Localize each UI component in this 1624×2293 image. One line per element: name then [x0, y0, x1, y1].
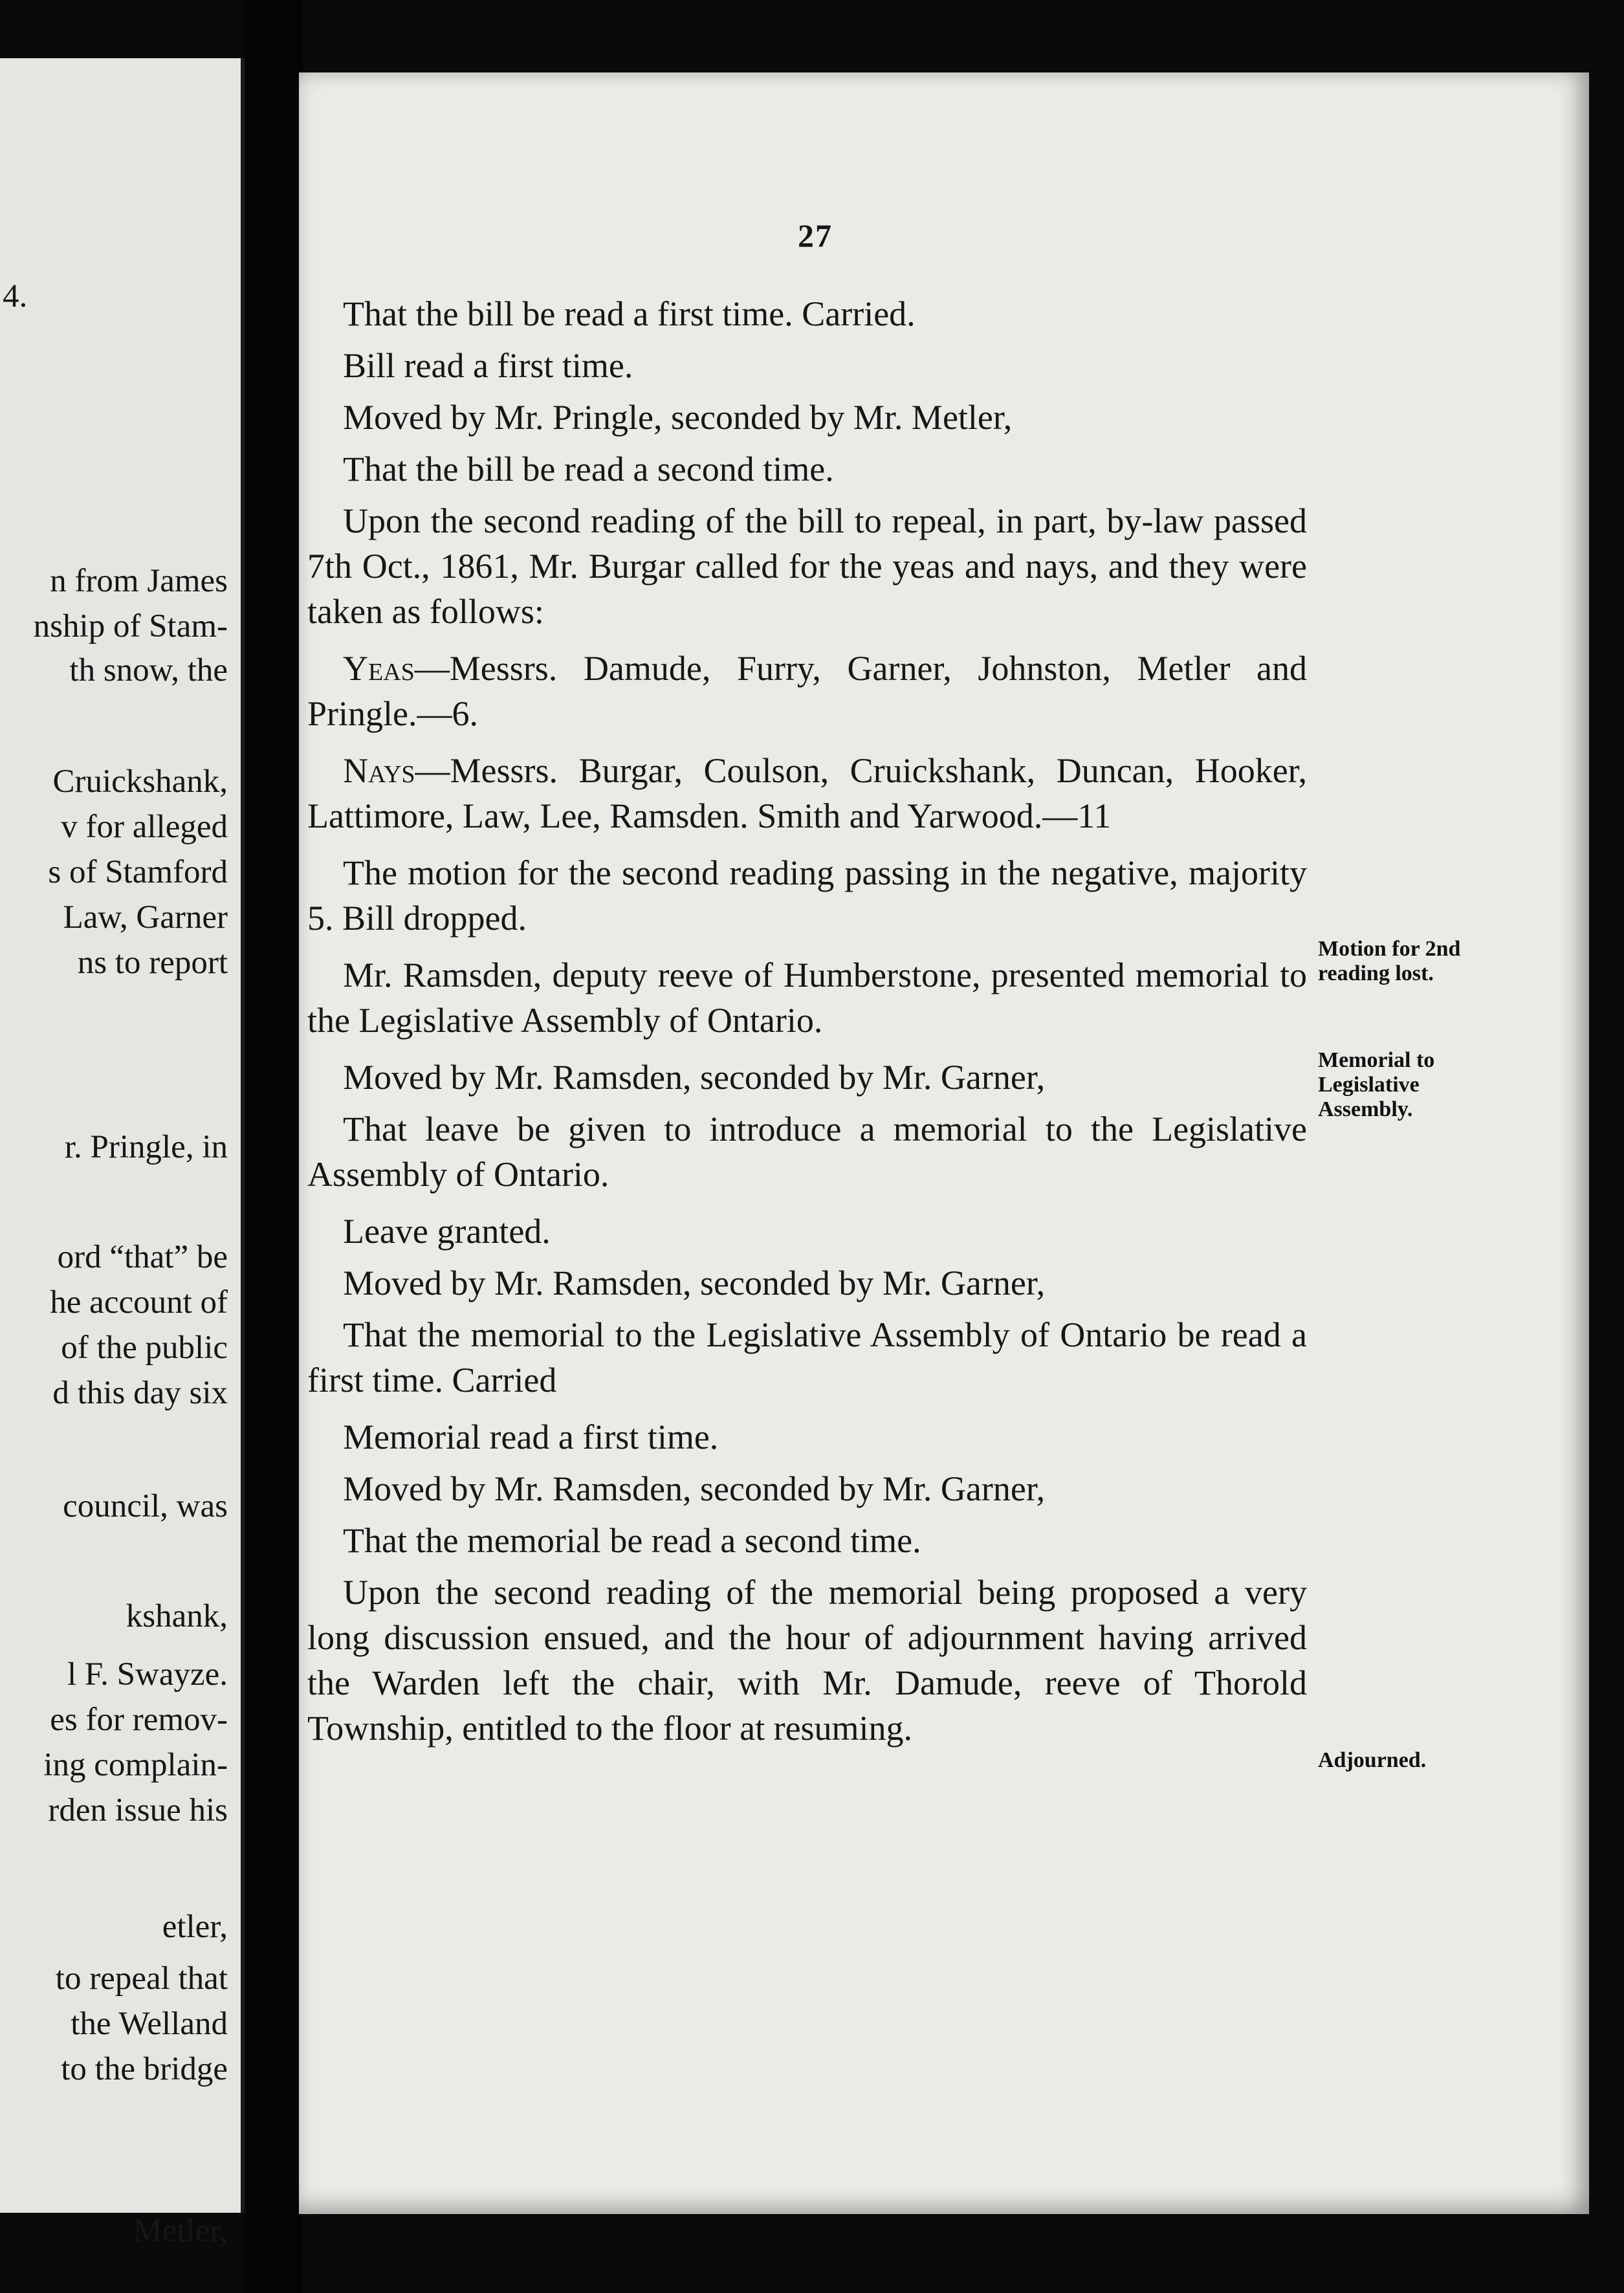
paragraph-bill-read-first: Bill read a first time.: [343, 346, 633, 385]
previous-page-line: kshank,: [126, 1598, 228, 1634]
paragraph-motion-lost: The motion for the second reading passing in the negative, majority 5. Bill dropped.: [307, 853, 1307, 938]
previous-page-line: n from James: [50, 563, 228, 599]
previous-page-line: r. Pringle, in: [64, 1129, 228, 1165]
paragraph-adjournment: Upon the second reading of the memorial being proposed a very long discussion ensued, and the hour of adjournment having arrived the Warden left the chair, with Mr. Damude, reeve of Thorold Township, entitled to the floor at resuming.: [307, 1573, 1307, 1748]
previous-page-line: ns to report: [77, 945, 228, 981]
previous-page-line: es for remov-: [50, 1702, 228, 1738]
previous-page-line: the Welland: [71, 2006, 228, 2042]
paragraph-memorial-first-reading: That the memorial to the Legislative Assembly of Ontario be read a first time. Carried: [307, 1315, 1307, 1399]
previous-page-line: Metler,: [133, 2213, 228, 2249]
previous-page-line: nship of Stam-: [33, 608, 228, 644]
previous-page-line: etler,: [162, 1909, 228, 1945]
yeas-label: Yeas: [343, 649, 415, 688]
book-gutter: [245, 0, 303, 2293]
previous-page-line: d this day six: [52, 1375, 228, 1411]
yeas-list: —Messrs. Damude, Furry, Garner, Johnston, Metler and Pringle.—6.: [307, 649, 1307, 733]
paragraph-moved-pringle: Moved by Mr. Pringle, seconded by Mr. Metler,: [343, 398, 1013, 437]
nays-list: —Messrs. Burgar, Coulson, Cruickshank, Duncan, Hooker, Lattimore, Law, Lee, Ramsden. Smith and Yarwood.—11: [307, 751, 1307, 835]
paragraph-moved-ramsden-1: Moved by Mr. Ramsden, seconded by Mr. Garner,: [343, 1058, 1046, 1097]
paragraph-memorial-read-first: Memorial read a first time.: [343, 1418, 719, 1456]
paragraph-nays: [307, 748, 1307, 839]
previous-page-line: council, was: [63, 1488, 228, 1524]
paragraph-yeas-nays-call: Upon the second reading of the bill to repeal, in part, by-law passed 7th Oct., 1861, Mr. Burgar called for the yeas and nays, and they were taken as follows:: [307, 501, 1307, 631]
body-text: [307, 291, 1307, 1762]
nays-label: Nays: [343, 751, 415, 790]
margin-note-adjourned: Adjourned.: [1318, 1748, 1427, 1772]
previous-page-line: v for alleged: [61, 809, 228, 845]
previous-page-line: to repeal that: [55, 1960, 228, 1997]
previous-page-line: s of Stamford: [48, 854, 228, 890]
page-number: 27: [798, 217, 833, 254]
paragraph-yeas: [307, 646, 1307, 736]
paragraph-moved-ramsden-2: Moved by Mr. Ramsden, seconded by Mr. Garner,: [343, 1264, 1046, 1302]
previous-page-line: ord “that” be: [57, 1239, 228, 1275]
margin-note-motion-lost: Motion for 2nd reading lost.: [1318, 937, 1461, 985]
margin-note-memorial: Memorial to Legislative Assembly.: [1318, 1048, 1435, 1121]
previous-page-line: th snow, the: [69, 652, 228, 688]
previous-page-line: Cruickshank,: [52, 763, 228, 800]
paragraph-second-time-motion: That the bill be read a second time.: [343, 450, 834, 488]
previous-page-line: of the public: [61, 1330, 228, 1366]
previous-page-line: he account of: [50, 1284, 228, 1321]
previous-page-line: ing complain-: [43, 1747, 228, 1783]
paragraph-memorial-second-time: That the memorial be read a second time.: [343, 1521, 921, 1560]
previous-page-line: l F. Swayze.: [67, 1656, 228, 1693]
paragraph-leave-granted: Leave granted.: [343, 1212, 551, 1251]
paragraph-memorial-presented: Mr. Ramsden, deputy reeve of Humberstone, presented memorial to the Legislative Assembly of Ontario.: [307, 956, 1307, 1040]
paragraph-first-reading-motion: That the bill be read a first time. Carried.: [343, 294, 916, 333]
paragraph-moved-ramsden-3: Moved by Mr. Ramsden, seconded by Mr. Garner,: [343, 1469, 1046, 1508]
previous-page-fragment: [0, 58, 245, 2249]
paragraph-leave-motion: That leave be given to introduce a memorial to the Legislative Assembly of Ontario.: [307, 1110, 1307, 1194]
previous-page-line: rden issue his: [48, 1792, 228, 1828]
previous-page-line: to the bridge: [61, 2051, 228, 2087]
previous-page-line: 4.: [3, 278, 28, 314]
previous-page-line: Law, Garner: [63, 899, 228, 936]
